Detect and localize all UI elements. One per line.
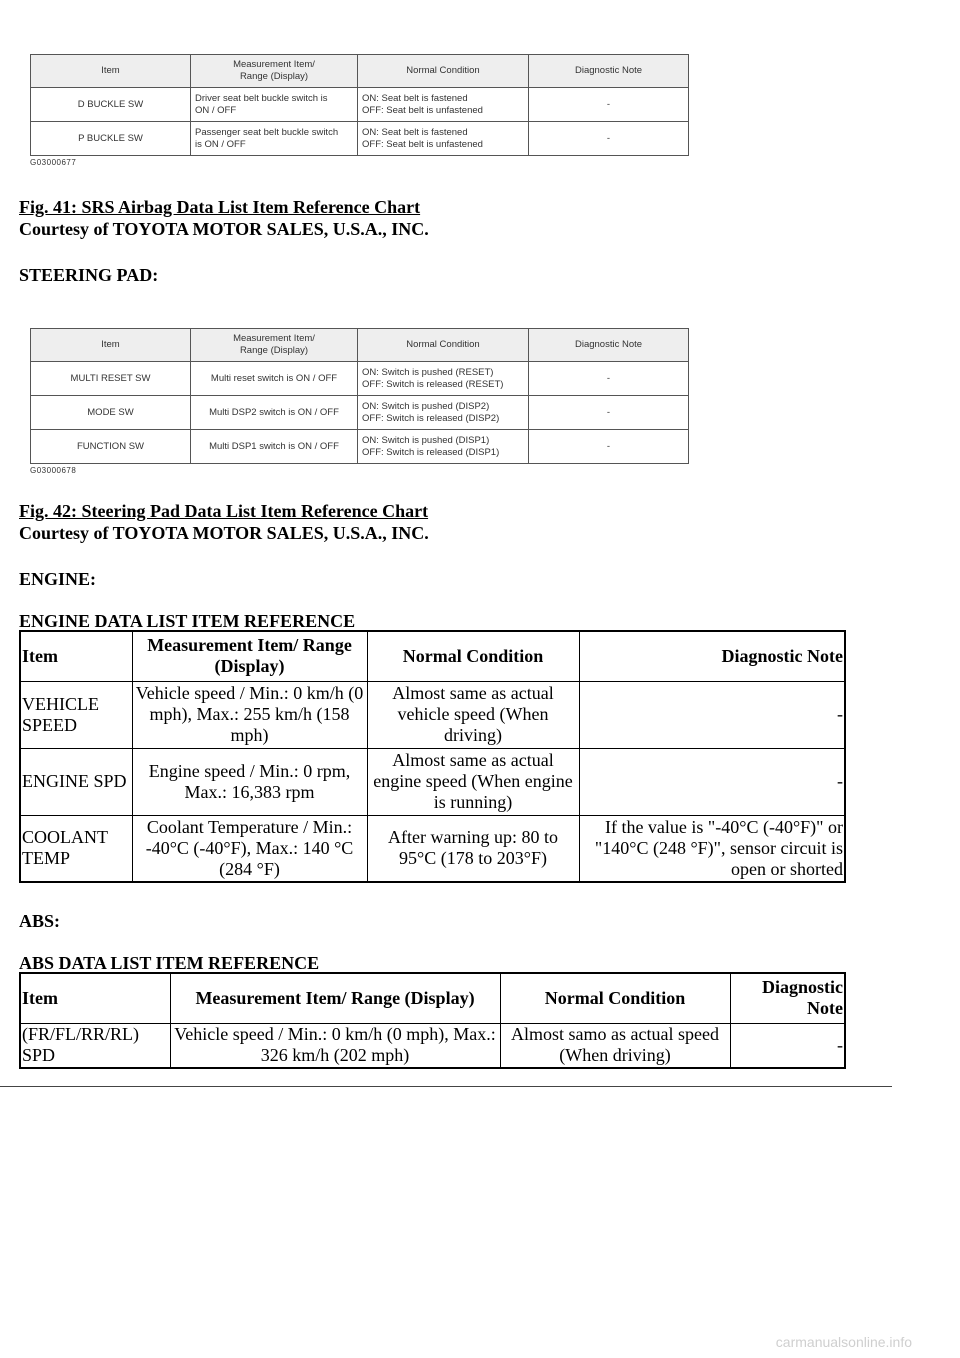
- engine-cell: -: [579, 748, 845, 815]
- steering-pad-chart-table: [30, 328, 689, 464]
- chart41-header-note: Diagnostic Note: [529, 55, 689, 88]
- engine-cell: Vehicle speed / Min.: 0 km/h (0 mph), Max.: 255 km/h (158 mph): [132, 681, 367, 748]
- engine-header-normal: Normal Condition: [367, 631, 579, 681]
- chart41-cell: -: [529, 88, 689, 122]
- table-row: [20, 815, 845, 882]
- table-row: [31, 362, 689, 396]
- abs-header-normal: Normal Condition: [500, 973, 730, 1023]
- chart41-cell: ON: Seat belt is fastened OFF: Seat belt is unfastened: [358, 88, 529, 122]
- chart42-cell: Multi DSP1 switch is ON / OFF: [191, 430, 358, 464]
- engine-header-note: Diagnostic Note: [579, 631, 845, 681]
- engine-cell: COOLANT TEMP: [20, 815, 132, 882]
- engine-cell: If the value is "-40°C (-40°F)" or "140°C (248 °F)", sensor circuit is open or shorted: [579, 815, 845, 882]
- abs-table-caption: ABS DATA LIST ITEM REFERENCE: [19, 953, 320, 973]
- chart42-cell: -: [529, 430, 689, 464]
- abs-cell: (FR/FL/RR/RL) SPD: [20, 1023, 170, 1068]
- engine-table-caption: ENGINE DATA LIST ITEM REFERENCE: [19, 611, 356, 631]
- engine-cell: -: [579, 681, 845, 748]
- chart41-cell: -: [529, 122, 689, 156]
- engine-cell: Engine speed / Min.: 0 rpm, Max.: 16,383 rpm: [132, 748, 367, 815]
- table-row: [31, 430, 689, 464]
- engine-cell: Almost same as actual vehicle speed (When driving): [367, 681, 579, 748]
- table-row: [20, 681, 845, 748]
- footer-watermark: carmanualsonline.info: [775, 1334, 912, 1350]
- srs-airbag-chart: [30, 54, 688, 167]
- chart41-cell: D BUCKLE SW: [31, 88, 191, 122]
- chart41-cell: Driver seat belt buckle switch is ON / OFF: [191, 88, 358, 122]
- engine-header-item: Item: [20, 631, 132, 681]
- table-row: [20, 1023, 845, 1068]
- chart42-cell: -: [529, 362, 689, 396]
- chart42-header-normal: Normal Condition: [358, 329, 529, 362]
- chart42-cell: ON: Switch is pushed (RESET) OFF: Switch is released (RESET): [358, 362, 529, 396]
- chart42-cell: -: [529, 396, 689, 430]
- abs-data-table: [19, 972, 846, 1069]
- abs-cell: -: [730, 1023, 845, 1068]
- abs-header-note: Diagnostic Note: [730, 973, 845, 1023]
- chart42-id: G03000678: [30, 466, 77, 475]
- chart41-header-measurement: Measurement Item/ Range (Display): [191, 55, 358, 88]
- engine-cell: Almost same as actual engine speed (When engine is running): [367, 748, 579, 815]
- chart42-header-note: Diagnostic Note: [529, 329, 689, 362]
- chart41-cell: ON: Seat belt is fastened OFF: Seat belt is unfastened: [358, 122, 529, 156]
- engine-data-table: [19, 630, 846, 883]
- chart42-cell: MODE SW: [31, 396, 191, 430]
- chart42-header-item: Item: [31, 329, 191, 362]
- table-row: [31, 396, 689, 430]
- chart42-cell: Multi DSP2 switch is ON / OFF: [191, 396, 358, 430]
- fig41-title: Fig. 41: SRS Airbag Data List Item Reference Chart: [19, 197, 421, 217]
- fig42-title: Fig. 42: Steering Pad Data List Item Reference Chart: [19, 501, 429, 521]
- table-row: [31, 122, 689, 156]
- steering-pad-heading: STEERING PAD:: [19, 265, 159, 285]
- chart41-header-item: Item: [31, 55, 191, 88]
- abs-cell: Vehicle speed / Min.: 0 km/h (0 mph), Max.: 326 km/h (202 mph): [170, 1023, 500, 1068]
- chart42-cell: MULTI RESET SW: [31, 362, 191, 396]
- fig41-courtesy: Courtesy of TOYOTA MOTOR SALES, U.S.A., INC.: [19, 219, 429, 239]
- table-row: [20, 748, 845, 815]
- steering-pad-chart: [30, 328, 688, 475]
- abs-heading: ABS:: [19, 911, 61, 931]
- page-divider: [0, 1086, 892, 1087]
- fig42-courtesy: Courtesy of TOYOTA MOTOR SALES, U.S.A., INC.: [19, 523, 429, 543]
- chart42-cell: FUNCTION SW: [31, 430, 191, 464]
- chart42-cell: Multi reset switch is ON / OFF: [191, 362, 358, 396]
- engine-cell: VEHICLE SPEED: [20, 681, 132, 748]
- engine-cell: Coolant Temperature / Min.: -40°C (-40°F), Max.: 140 °C (284 °F): [132, 815, 367, 882]
- engine-header-measurement: Measurement Item/ Range (Display): [132, 631, 367, 681]
- abs-header-measurement: Measurement Item/ Range (Display): [170, 973, 500, 1023]
- abs-cell: Almost samo as actual speed (When driving): [500, 1023, 730, 1068]
- srs-airbag-chart-table: [30, 54, 689, 156]
- chart41-header-normal: Normal Condition: [358, 55, 529, 88]
- engine-heading: ENGINE:: [19, 569, 97, 589]
- table-row: [31, 88, 689, 122]
- chart41-id: G03000677: [30, 158, 77, 167]
- engine-cell: ENGINE SPD: [20, 748, 132, 815]
- abs-header-item: Item: [20, 973, 170, 1023]
- chart42-cell: ON: Switch is pushed (DISP2) OFF: Switch is released (DISP2): [358, 396, 529, 430]
- chart42-header-measurement: Measurement Item/ Range (Display): [191, 329, 358, 362]
- engine-cell: After warning up: 80 to 95°C (178 to 203°F): [367, 815, 579, 882]
- chart42-cell: ON: Switch is pushed (DISP1) OFF: Switch is released (DISP1): [358, 430, 529, 464]
- chart41-cell: P BUCKLE SW: [31, 122, 191, 156]
- chart41-cell: Passenger seat belt buckle switch is ON / OFF: [191, 122, 358, 156]
